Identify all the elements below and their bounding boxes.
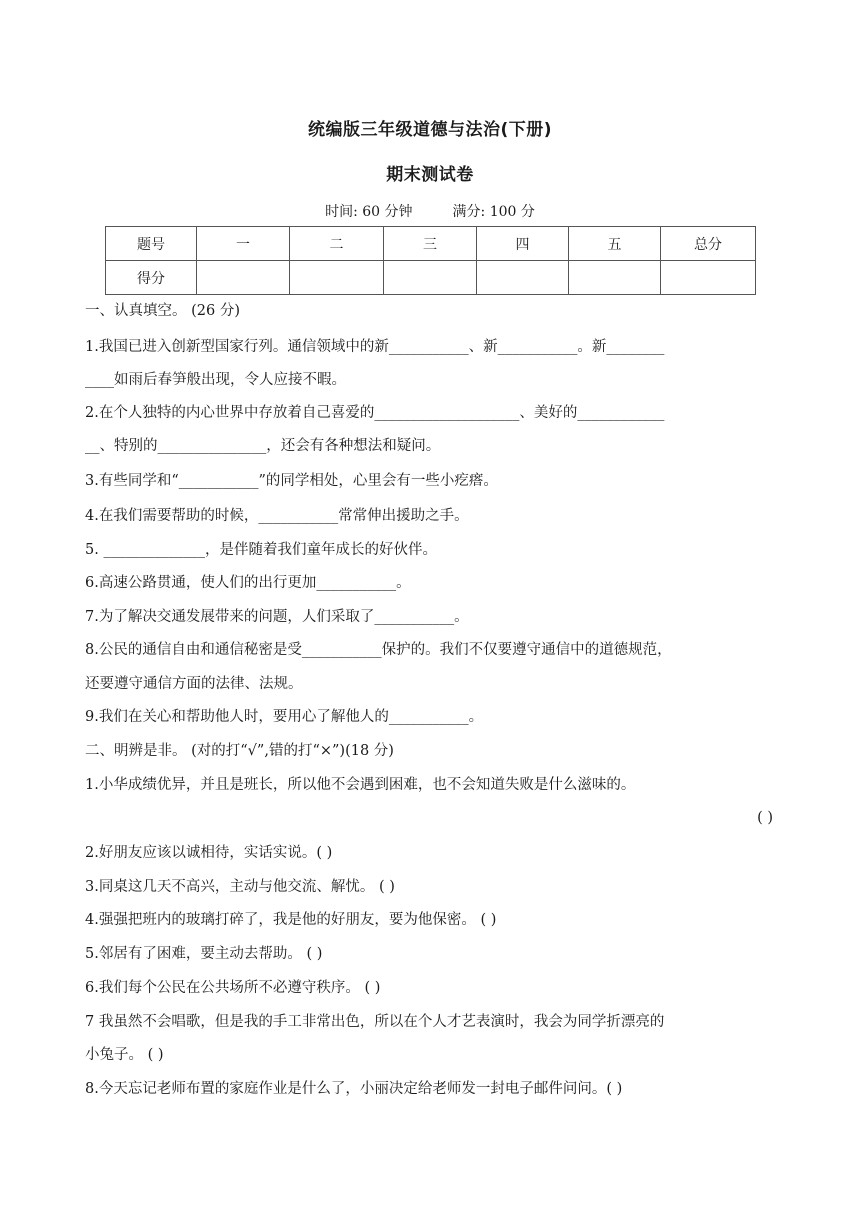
- table-cell: 四: [477, 227, 569, 261]
- table-cell: 一: [197, 227, 290, 261]
- table-cell: 题号: [106, 227, 197, 261]
- full-score: 满分: 100 分: [452, 204, 535, 220]
- score-table-header-row: [106, 227, 756, 261]
- question-text: 7 我虽然不会唱歌，但是我的手工非常出色，所以在个人才艺表演时，我会为同学折漂亮的: [85, 1014, 665, 1030]
- question-text: 9.我们在关心和帮助他人时，要用心了解他人的___________。: [85, 709, 484, 725]
- time-limit: 时间: 60 分钟: [325, 204, 413, 220]
- question-text: 7.为了解决交通发展带来的问题，人们采取了___________。: [85, 609, 469, 625]
- score-cell: [569, 261, 661, 295]
- question-text: 2.好朋友应该以诚相待，实话实说。( ): [85, 845, 333, 861]
- question-text: ____如雨后春笋般出现，令人应接不暇。: [85, 372, 346, 388]
- score-table-score-row: [106, 261, 756, 295]
- question-text: 5. ______________，是伴随着我们童年成长的好伙伴。: [85, 542, 437, 558]
- exam-title: 统编版三年级道德与法治(下册): [307, 120, 553, 140]
- score-cell: [661, 261, 756, 295]
- exam-subtitle: 期末测试卷: [386, 165, 474, 185]
- question-text: 6.高速公路贯通，使人们的出行更加___________。: [85, 575, 411, 591]
- table-cell: 五: [569, 227, 661, 261]
- section-heading: 二、明辨是非。 (对的打“√”,错的打“×”)(18 分): [85, 743, 394, 759]
- table-cell: 三: [384, 227, 477, 261]
- answer-bracket: ( ): [757, 810, 773, 826]
- score-cell: [384, 261, 477, 295]
- question-text: 1.小华成绩优异，并且是班长，所以他不会遇到困难，也不会知道失败是什么滋味的。: [85, 777, 636, 793]
- question-text: 小兔子。 ( ): [85, 1047, 164, 1063]
- question-text: 6.我们每个公民在公共场所不必遵守秩序。 ( ): [85, 980, 381, 996]
- score-cell: [197, 261, 290, 295]
- exam-info: [0, 201, 860, 221]
- question-text: 3.同桌这几天不高兴，主动与他交流、解忧。 ( ): [85, 879, 395, 895]
- question-text: 还要遵守通信方面的法律、法规。: [85, 676, 303, 692]
- question-text: __、特别的_______________，还会有各种想法和疑问。: [85, 438, 441, 454]
- score-table: [105, 226, 756, 295]
- section-heading: 一、认真填空。 (26 分): [85, 303, 240, 319]
- question-text: 8.公民的通信自由和通信秘密是受___________保护的。我们不仅要遵守通信中的道德规范，: [85, 642, 672, 658]
- question-text: 1.我国已进入创新型国家行列。通信领域中的新___________、新___________。新________: [85, 339, 665, 355]
- question-text: 4.在我们需要帮助的时候，___________常常伸出援助之手。: [85, 508, 469, 524]
- question-text: 5.邻居有了困难，要主动去帮助。 ( ): [85, 946, 323, 962]
- score-cell: [290, 261, 384, 295]
- question-text: 3.有些同学和“___________”的同学相处，心里会有一些小疙瘩。: [85, 473, 498, 489]
- question-text: 8.今天忘记老师布置的家庭作业是什么了，小丽决定给老师发一封电子邮件问问。( ): [85, 1081, 623, 1097]
- question-text: 4.强强把班内的玻璃打碎了，我是他的好朋友，要为他保密。 ( ): [85, 912, 497, 928]
- table-cell: 总分: [661, 227, 756, 261]
- question-text: 2.在个人独特的内心世界中存放着自己喜爱的____________________、美好的____________: [85, 405, 665, 421]
- score-cell: [477, 261, 569, 295]
- table-cell: 二: [290, 227, 384, 261]
- table-cell: 得分: [106, 261, 197, 295]
